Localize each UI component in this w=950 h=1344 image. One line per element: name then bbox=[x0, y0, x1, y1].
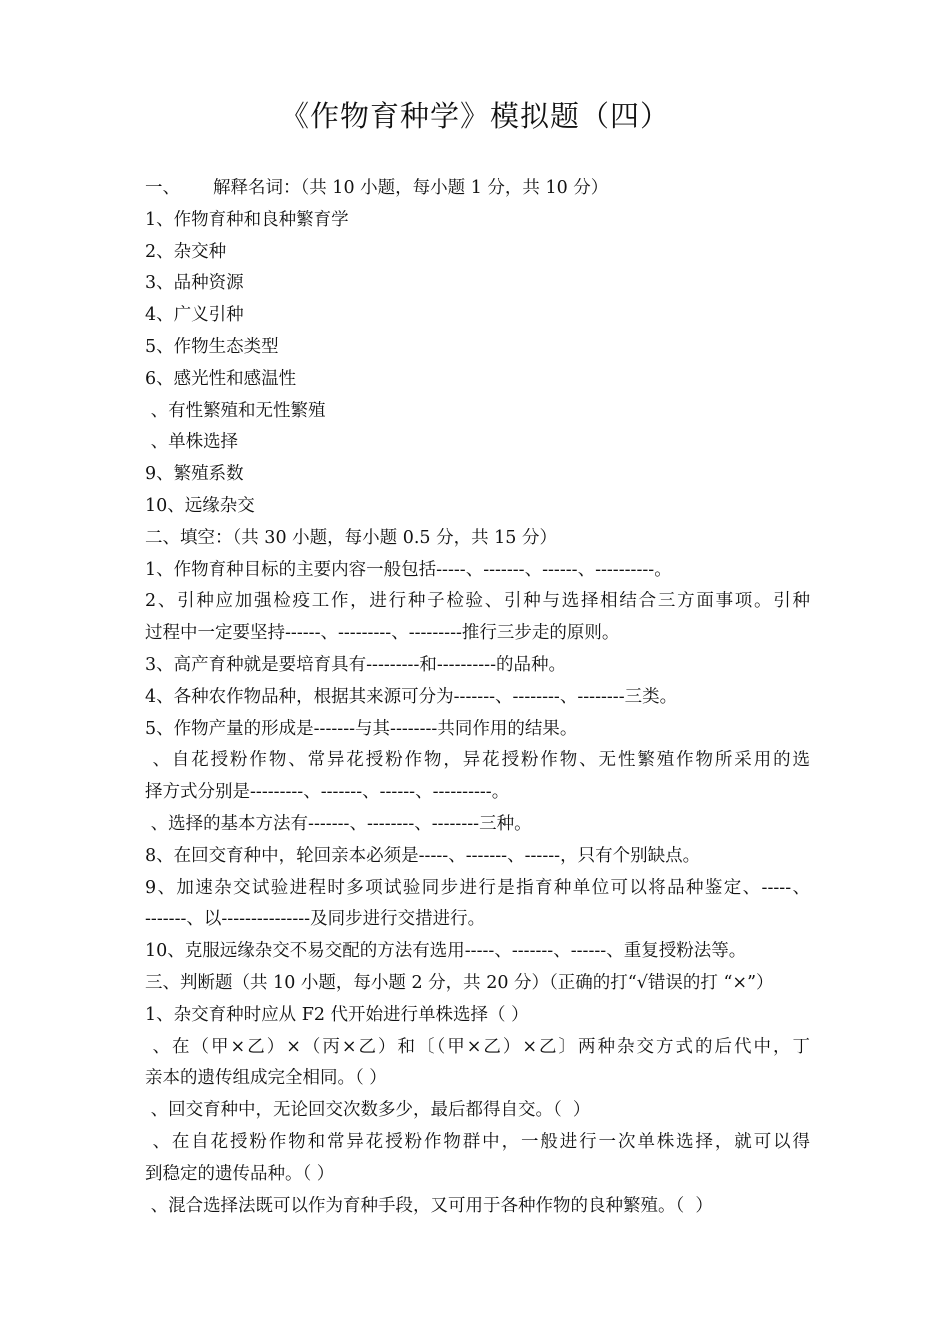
document-title: 《作物育种学》模拟题（四） bbox=[279, 99, 670, 133]
section2-line: 过程中一定要坚持------、---------、---------推行三步走的原则。 bbox=[145, 623, 620, 644]
section1-item: 、有性繁殖和无性繁殖 bbox=[145, 400, 326, 421]
section2-line: 择方式分别是---------、-------、------、----------。 bbox=[145, 782, 510, 803]
section2-line: -------、以---------------及同步进行交措进行。 bbox=[145, 909, 486, 930]
section2-heading: 二、填空：（共 30 小题，每小题 0.5 分，共 15 分） bbox=[145, 527, 557, 548]
section2-line: 、自花授粉作物、常异花授粉作物，异花授粉作物、无性繁殖作物所采用的选 bbox=[145, 750, 810, 771]
section1-item: 5、作物生态类型 bbox=[145, 336, 279, 357]
section1-item: 4、广义引种 bbox=[145, 305, 244, 326]
section2-line: 3、高产育种就是要培育具有---------和----------的品种。 bbox=[145, 654, 566, 675]
section2-line: 8、在回交育种中，轮回亲本必须是-----、-------、------，只有个别缺点。 bbox=[145, 845, 701, 866]
section2-line: 、选择的基本方法有-------、--------、--------三种。 bbox=[145, 813, 532, 834]
section1-item: 2、杂交种 bbox=[145, 241, 227, 262]
section3-line: 、在自花授粉作物和常异花授粉作物群中，一般进行一次单株选择，就可以得 bbox=[145, 1131, 810, 1152]
section2-line: 2、引种应加强检疫工作，进行种子检验、引种与选择相结合三方面事项。引种 bbox=[145, 591, 810, 612]
section2-line: 4、各种农作物品种，根据其来源可分为-------、--------、--------三类。 bbox=[145, 686, 678, 707]
section1-heading bbox=[145, 173, 810, 205]
section1-item: 10、远缘杂交 bbox=[145, 495, 255, 516]
section1-item: 6、感光性和感温性 bbox=[145, 368, 297, 389]
section3-line: 亲本的遗传组成完全相同。（ ） bbox=[145, 1068, 387, 1089]
section3-heading: 三、判断题（共 10 小题，每小题 2 分，共 20 分）（正确的打“√错误的打 “×”） bbox=[145, 972, 774, 993]
section3-line: 、回交育种中，无论回交次数多少，最后都得自交。（ ） bbox=[145, 1100, 591, 1121]
section1-item: 3、品种资源 bbox=[145, 273, 244, 294]
section1-number: 一、 bbox=[145, 178, 180, 198]
section2-line: 1、作物育种目标的主要内容一般包括-----、-------、------、----------。 bbox=[145, 559, 672, 580]
section3-line: 到稳定的遗传品种。（ ） bbox=[145, 1163, 335, 1184]
section2-line: 10、克服远缘杂交不易交配的方法有选用-----、-------、------、重复授粉法等。 bbox=[145, 941, 747, 962]
section2-line: 5、作物产量的形成是-------与其--------共同作用的结果。 bbox=[145, 718, 578, 739]
section3-line: 、混合选择法既可以作为育种手段，又可用于各种作物的良种繁殖。（ ） bbox=[145, 1195, 713, 1216]
section1-item: 、单株选择 bbox=[145, 432, 239, 453]
document-body bbox=[145, 173, 810, 1222]
section1-item: 9、繁殖系数 bbox=[145, 464, 244, 485]
section1-heading-text: 解释名词：（共 10 小题，每小题 1 分，共 10 分） bbox=[213, 178, 609, 198]
section2-line: 9、加速杂交试验进程时多项试验同步进行是指育种单位可以将品种鉴定、-----、 bbox=[145, 877, 810, 898]
section3-line: 、在（甲×乙）×（丙×乙）和〔（甲×乙）×乙〕两种杂交方式的后代中，丁 bbox=[145, 1036, 810, 1057]
section3-line: 1、杂交育种时应从 F2 代开始进行单株选择（ ） bbox=[145, 1004, 529, 1025]
section1-item: 1、作物育种和良种繁育学 bbox=[145, 209, 349, 230]
